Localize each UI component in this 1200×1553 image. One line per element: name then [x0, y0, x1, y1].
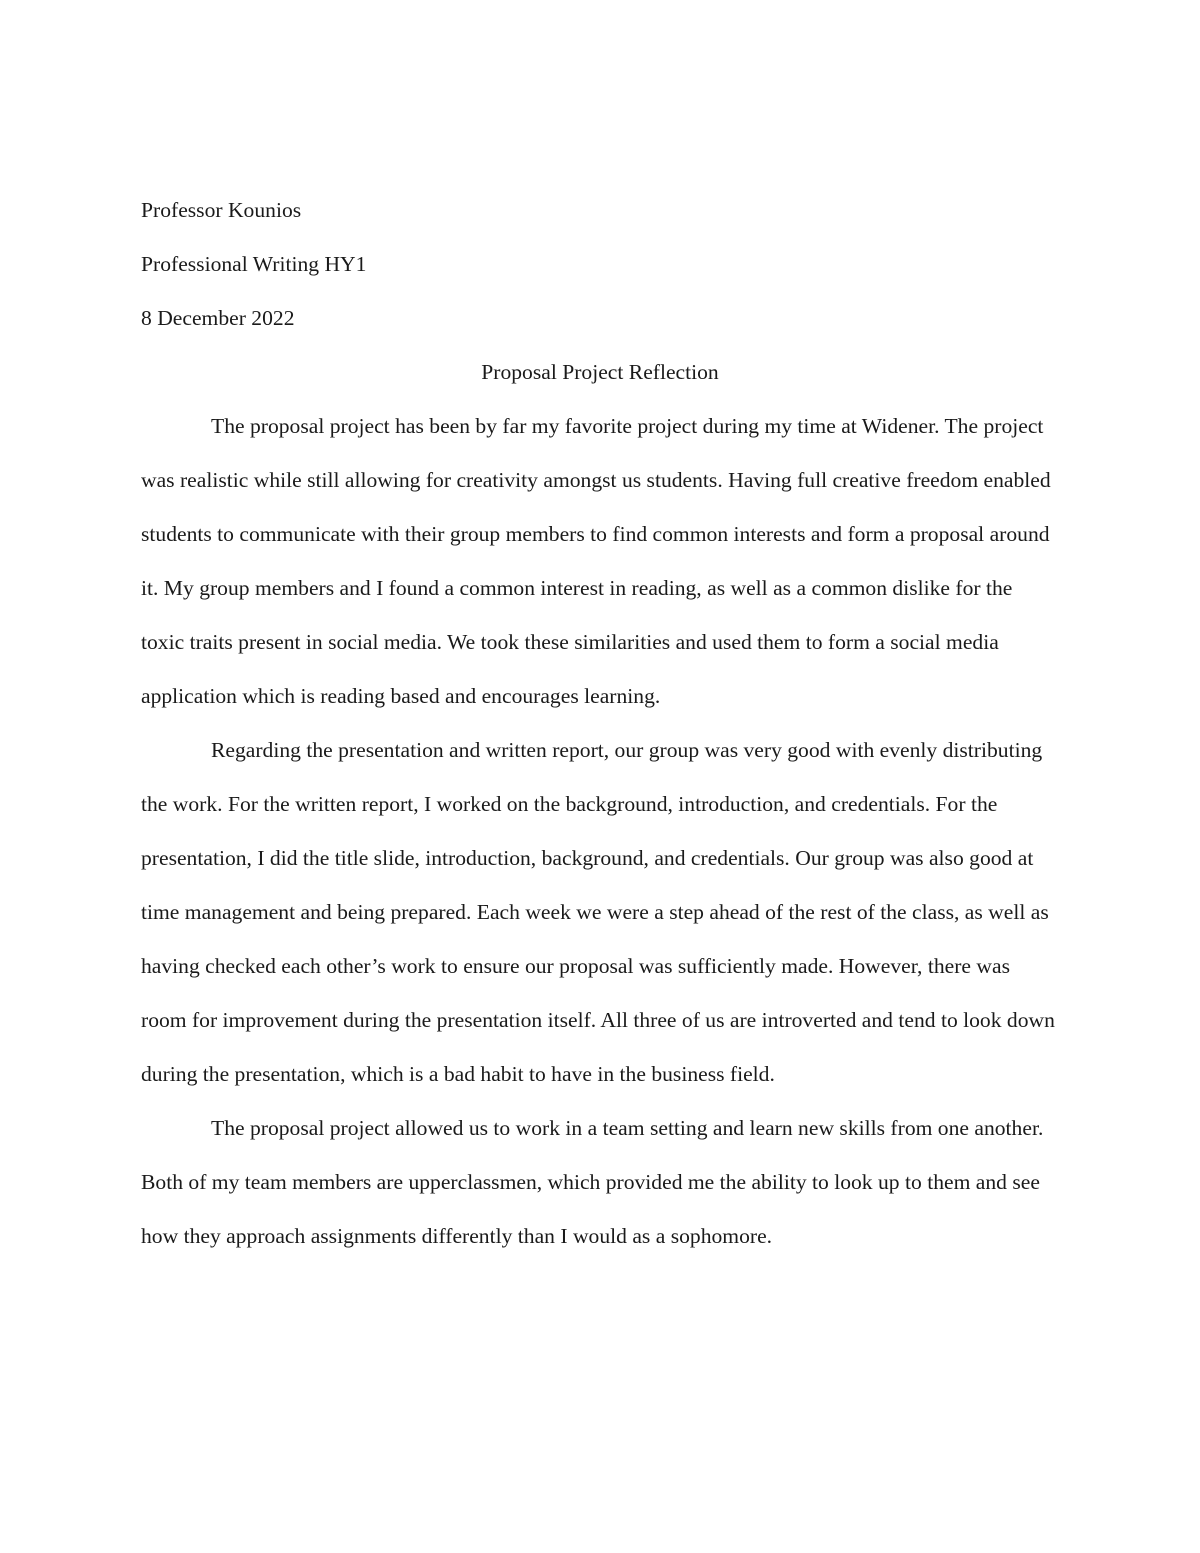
document-date: 8 December 2022: [141, 306, 295, 330]
instructor-name: Professor Kounios: [141, 198, 302, 222]
paragraph-1: The proposal project has been by far my favorite project during my time at Widener. The project was realistic while still allowing for creativity amongst us students. Having full creative freedom enabled students to communicate with their group members to find common interests and form a proposal around it. My group members and I found a common interest in reading, as well as a common dislike for the toxic traits present in social media. We took these similarities and used them to form a social media application which is reading based and encourages learning.: [141, 414, 1051, 708]
paragraph-3: The proposal project allowed us to work in a team setting and learn new skills from one another. Both of my team members are upperclassmen, which provided me the ability to look up to them and see how they approach assignments differently than I would as a sophomore.: [141, 1116, 1044, 1248]
paragraph-2: Regarding the presentation and written report, our group was very good with evenly distributing the work. For the written report, I worked on the background, introduction, and credentials. For the presentation, I did the title slide, introduction, background, and credentials. Our group was also good at time management and being prepared. Each week we were a step ahead of the rest of the class, as well as having checked each other’s work to ensure our proposal was sufficiently made. However, there was room for improvement during the presentation itself. All three of us are introverted and tend to look down during the presentation, which is a bad habit to have in the business field.: [141, 738, 1055, 1086]
document-title: Proposal Project Reflection: [481, 360, 719, 384]
document-body: [141, 183, 1059, 1263]
course-name: Professional Writing HY1: [141, 252, 367, 276]
